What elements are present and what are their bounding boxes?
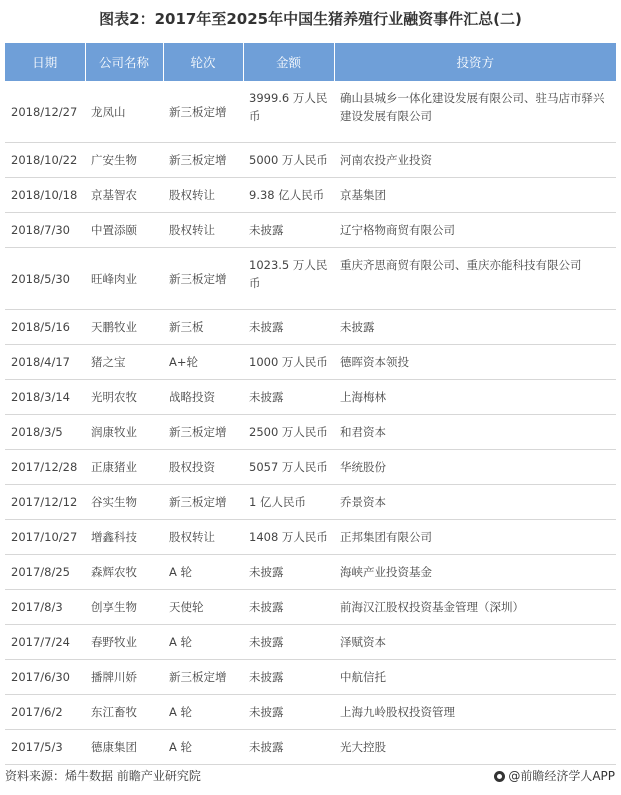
header-amount: 金额 xyxy=(243,43,334,81)
table-row xyxy=(5,660,616,695)
amount-cell: 未披露 xyxy=(243,625,334,660)
investor-cell: 京基集团 xyxy=(334,178,616,213)
header-date: 日期 xyxy=(5,43,85,81)
company-cell: 东江畜牧 xyxy=(85,695,163,730)
date-cell: 2017/12/28 xyxy=(5,450,85,485)
table-row xyxy=(5,695,616,730)
table-row xyxy=(5,81,616,143)
table-row xyxy=(5,450,616,485)
table-header-row xyxy=(5,43,616,81)
source-note: 资料来源：烯牛数据 前瞻产业研究院 xyxy=(5,769,201,783)
date-cell: 2018/10/22 xyxy=(5,143,85,178)
date-cell: 2017/8/25 xyxy=(5,555,85,590)
table-row xyxy=(5,213,616,248)
company-cell: 猪之宝 xyxy=(85,345,163,380)
date-cell: 2017/7/24 xyxy=(5,625,85,660)
date-cell: 2017/6/2 xyxy=(5,695,85,730)
table-body xyxy=(5,81,616,765)
amount-cell: 未披露 xyxy=(243,555,334,590)
round-cell: 新三板定增 xyxy=(163,81,243,143)
table-row xyxy=(5,248,616,310)
investor-cell: 正邦集团有限公司 xyxy=(334,520,616,555)
round-cell: 股权转让 xyxy=(163,213,243,248)
brand-logo-icon xyxy=(494,771,505,782)
company-cell: 龙凤山 xyxy=(85,81,163,143)
investor-cell: 上海梅林 xyxy=(334,380,616,415)
table-row xyxy=(5,143,616,178)
investor-cell: 和君资本 xyxy=(334,415,616,450)
round-cell: A 轮 xyxy=(163,555,243,590)
round-cell: 股权转让 xyxy=(163,520,243,555)
date-cell: 2018/5/16 xyxy=(5,310,85,345)
company-cell: 增鑫科技 xyxy=(85,520,163,555)
date-cell: 2018/12/27 xyxy=(5,81,85,143)
table-row xyxy=(5,310,616,345)
date-cell: 2017/12/12 xyxy=(5,485,85,520)
table-row xyxy=(5,485,616,520)
table-row xyxy=(5,625,616,660)
round-cell: 新三板 xyxy=(163,310,243,345)
table-row xyxy=(5,178,616,213)
amount-cell: 1023.5 万人民币 xyxy=(243,248,334,310)
date-cell: 2018/4/17 xyxy=(5,345,85,380)
company-cell: 天鹏牧业 xyxy=(85,310,163,345)
company-cell: 京基智农 xyxy=(85,178,163,213)
amount-cell: 未披露 xyxy=(243,380,334,415)
financing-events-table xyxy=(5,43,616,765)
table-row xyxy=(5,380,616,415)
amount-cell: 未披露 xyxy=(243,310,334,345)
round-cell: 战略投资 xyxy=(163,380,243,415)
amount-cell: 5057 万人民币 xyxy=(243,450,334,485)
amount-cell: 未披露 xyxy=(243,730,334,765)
company-cell: 谷实生物 xyxy=(85,485,163,520)
company-cell: 德康集团 xyxy=(85,730,163,765)
header-company: 公司名称 xyxy=(85,43,163,81)
header-investor: 投资方 xyxy=(334,43,616,81)
round-cell: A 轮 xyxy=(163,625,243,660)
investor-cell: 辽宁格物商贸有限公司 xyxy=(334,213,616,248)
round-cell: 新三板定增 xyxy=(163,248,243,310)
investor-cell: 泽赋资本 xyxy=(334,625,616,660)
company-cell: 广安生物 xyxy=(85,143,163,178)
table-row xyxy=(5,415,616,450)
amount-cell: 未披露 xyxy=(243,590,334,625)
round-cell: 股权转让 xyxy=(163,178,243,213)
company-cell: 光明农牧 xyxy=(85,380,163,415)
brand-credit-text: @前瞻经济学人APP xyxy=(508,769,615,783)
date-cell: 2018/7/30 xyxy=(5,213,85,248)
date-cell: 2018/10/18 xyxy=(5,178,85,213)
amount-cell: 未披露 xyxy=(243,660,334,695)
investor-cell: 中航信托 xyxy=(334,660,616,695)
investor-cell: 确山县城乡一体化建设发展有限公司、驻马店市驿兴建设发展有限公司 xyxy=(334,81,616,143)
company-cell: 润康牧业 xyxy=(85,415,163,450)
company-cell: 森辉农牧 xyxy=(85,555,163,590)
date-cell: 2017/5/3 xyxy=(5,730,85,765)
investor-cell: 前海汉江股权投资基金管理（深圳） xyxy=(334,590,616,625)
company-cell: 播牌川娇 xyxy=(85,660,163,695)
company-cell: 创享生物 xyxy=(85,590,163,625)
investor-cell: 乔景资本 xyxy=(334,485,616,520)
investor-cell: 河南农投产业投资 xyxy=(334,143,616,178)
investor-cell: 重庆齐思商贸有限公司、重庆亦能科技有限公司 xyxy=(334,248,616,310)
amount-cell: 1 亿人民币 xyxy=(243,485,334,520)
round-cell: 股权投资 xyxy=(163,450,243,485)
date-cell: 2018/3/5 xyxy=(5,415,85,450)
table-row xyxy=(5,555,616,590)
table-row xyxy=(5,730,616,765)
amount-cell: 2500 万人民币 xyxy=(243,415,334,450)
investor-cell: 上海九岭股权投资管理 xyxy=(334,695,616,730)
investor-cell: 德晖资本领投 xyxy=(334,345,616,380)
round-cell: A 轮 xyxy=(163,695,243,730)
investor-cell: 海峡产业投资基金 xyxy=(334,555,616,590)
investor-cell: 未披露 xyxy=(334,310,616,345)
round-cell: 新三板定增 xyxy=(163,660,243,695)
round-cell: 天使轮 xyxy=(163,590,243,625)
amount-cell: 3999.6 万人民币 xyxy=(243,81,334,143)
company-cell: 中置添颐 xyxy=(85,213,163,248)
amount-cell: 未披露 xyxy=(243,213,334,248)
round-cell: 新三板定增 xyxy=(163,143,243,178)
investor-cell: 光大控股 xyxy=(334,730,616,765)
table-row xyxy=(5,345,616,380)
investor-cell: 华统股份 xyxy=(334,450,616,485)
company-cell: 正康猪业 xyxy=(85,450,163,485)
table-row xyxy=(5,590,616,625)
table-row xyxy=(5,520,616,555)
date-cell: 2017/6/30 xyxy=(5,660,85,695)
round-cell: A+轮 xyxy=(163,345,243,380)
amount-cell: 1408 万人民币 xyxy=(243,520,334,555)
amount-cell: 未披露 xyxy=(243,695,334,730)
brand-credit xyxy=(494,767,615,785)
date-cell: 2018/5/30 xyxy=(5,248,85,310)
header-round: 轮次 xyxy=(163,43,243,81)
round-cell: 新三板定增 xyxy=(163,415,243,450)
amount-cell: 1000 万人民币 xyxy=(243,345,334,380)
amount-cell: 9.38 亿人民币 xyxy=(243,178,334,213)
company-cell: 旺峰肉业 xyxy=(85,248,163,310)
round-cell: 新三板定增 xyxy=(163,485,243,520)
round-cell: A 轮 xyxy=(163,730,243,765)
company-cell: 春野牧业 xyxy=(85,625,163,660)
date-cell: 2018/3/14 xyxy=(5,380,85,415)
date-cell: 2017/10/27 xyxy=(5,520,85,555)
amount-cell: 5000 万人民币 xyxy=(243,143,334,178)
date-cell: 2017/8/3 xyxy=(5,590,85,625)
chart-title: 图表2：2017年至2025年中国生猪养殖行业融资事件汇总(二) xyxy=(99,10,522,28)
